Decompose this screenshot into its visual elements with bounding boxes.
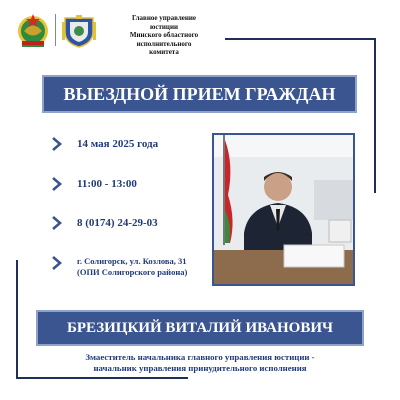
address-line-1: г. Солигорск, ул. Козлова, 31 [77,256,187,266]
org-line-5: комитета [149,48,179,57]
event-address [77,256,187,277]
minsk-region-coat-of-arms-icon [61,12,97,48]
official-name-banner [36,310,364,346]
event-title-banner [42,75,357,113]
org-line-2: юстиции [149,22,179,31]
chevron-right-icon [50,137,64,151]
address-line-2: (ОПИ Солигорского района) [77,266,188,277]
chevron-right-icon [50,256,64,270]
position-line-2: начальник управления принудительного исполнения [93,363,307,373]
organization-name [109,14,219,57]
frame-line-bottom [16,377,188,379]
frame-line-right [374,38,376,193]
event-date: 14 мая 2025 года [77,138,159,150]
emblem-divider [55,14,56,46]
official-position [40,352,360,374]
org-line-1: Главное управление [131,14,197,22]
frame-line-top [225,38,375,40]
org-line-3: Минского областного [129,31,199,40]
org-line-4: исполнительного [136,39,192,48]
position-line-1: Змаеститель начальника главного управления юстиции - [85,352,315,362]
event-time: 11:00 - 13:00 [77,178,137,190]
chevron-right-icon [50,216,64,230]
frame-line-left [16,260,18,378]
official-photo [212,133,355,286]
event-title: ВЫЕЗДНОЙ ПРИЕМ ГРАЖДАН [63,84,336,104]
official-name: БРЕЗИЦКИЙ ВИТАЛИЙ ИВАНОВИЧ [66,320,334,336]
official-photo-illustration [214,135,353,284]
belarus-emblem-icon [16,12,50,48]
contact-phone: 8 (0174) 24-29-03 [77,217,158,229]
chevron-right-icon [50,177,64,191]
